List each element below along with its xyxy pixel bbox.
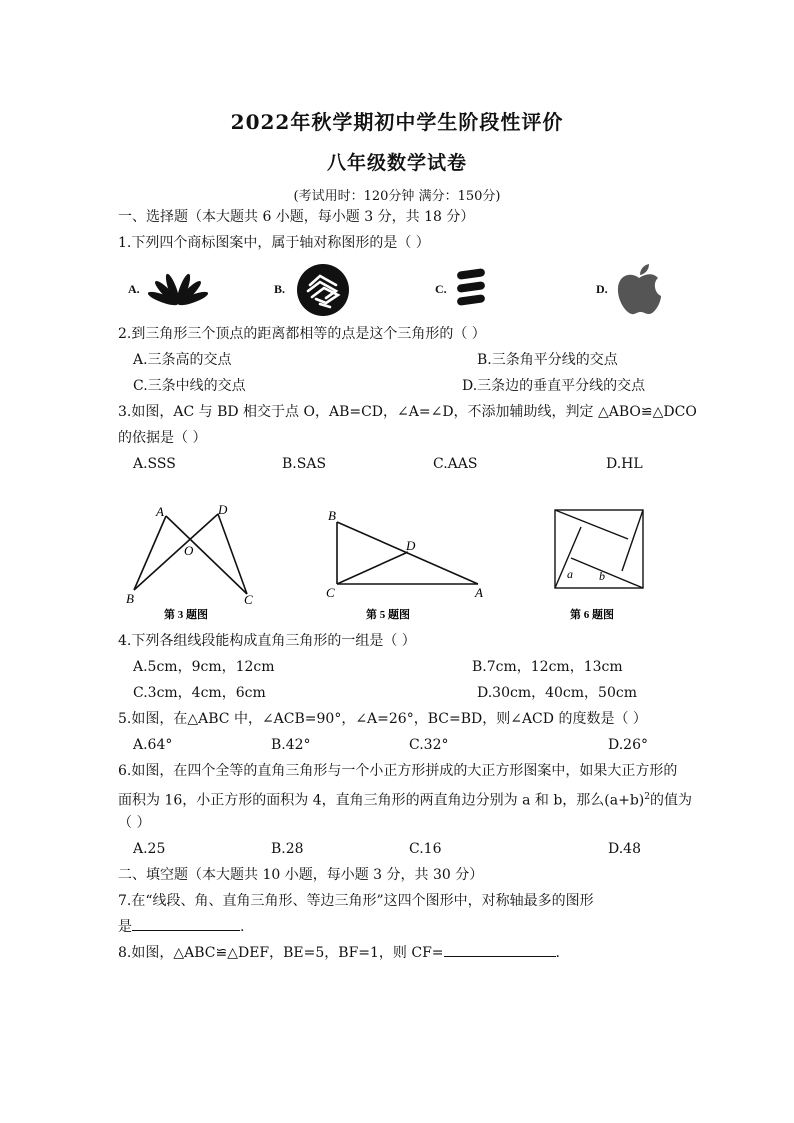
q5-option-c: C.32° bbox=[409, 737, 449, 753]
fig5-label-b: B bbox=[328, 508, 336, 523]
q5-stem: 5.如图，在△ABC 中，∠ACB=90°，∠A=26°，BC=BD，则∠ACD 的度数是（ ） bbox=[118, 711, 647, 727]
q6-exponent: 2 bbox=[644, 792, 650, 802]
q6-stem-line3: （ ） bbox=[118, 815, 151, 831]
q3-option-a: A.SSS bbox=[133, 456, 176, 472]
q6-option-d: D.48 bbox=[608, 841, 641, 857]
fig5-label-a: A bbox=[475, 585, 483, 600]
figure-q5 bbox=[320, 500, 495, 625]
fig5-label-c: C bbox=[326, 585, 335, 600]
q7-stem-line2: 是 . bbox=[118, 919, 245, 935]
q3-option-c: C.AAS bbox=[433, 456, 478, 472]
q6-stem-line2-text: 面积为 16，小正方形的面积为 4，直角三角形的两直角边分别为 a 和 b，那么(a+b) bbox=[118, 792, 645, 809]
q2-option-a: A.三条高的交点 bbox=[133, 352, 232, 368]
q3-stem-line2: 的依据是（ ） bbox=[118, 430, 207, 446]
q1-option-b-label: B. bbox=[274, 282, 286, 296]
q4-option-c: C.3cm，4cm，6cm bbox=[133, 685, 266, 701]
fig3-label-a: A bbox=[156, 504, 164, 519]
fig3-caption: 第 3 题图 bbox=[164, 609, 208, 621]
q1-stem: 1.下列四个商标图案中，属于轴对称图形的是（ ） bbox=[118, 235, 430, 251]
q6-stem-line2-tail: 的值为 bbox=[649, 792, 692, 809]
q2-option-c: C.三条中线的交点 bbox=[133, 378, 246, 394]
figure-q5-lines bbox=[337, 522, 478, 584]
fig6-caption: 第 6 题图 bbox=[570, 609, 614, 621]
section1-heading: 一、选择题（本大题共 6 小题，每小题 3 分，共 18 分） bbox=[118, 209, 475, 225]
q4-stem: 4.下列各组线段能构成直角三角形的一组是（ ） bbox=[118, 633, 416, 649]
china-mobile-logo-icon bbox=[296, 263, 350, 317]
q6-stem-line1: 6.如图，在四个全等的直角三角形与一个小正方形拼成的大正方形图案中，如果大正方形的 bbox=[118, 763, 678, 779]
q7-stem-line2-text: 是 bbox=[118, 919, 132, 935]
q6-option-b: B.28 bbox=[271, 841, 304, 857]
q5-option-a: A.64° bbox=[133, 737, 173, 753]
fig5-caption: 第 5 题图 bbox=[366, 609, 410, 621]
figure-q3 bbox=[120, 500, 270, 625]
exam-meta: (考试用时：120分钟 满分：150分) bbox=[293, 189, 501, 204]
q7-answer-blank[interactable] bbox=[132, 918, 240, 931]
q8-stem-text: 8.如图，△ABC≌△DEF，BE=5，BF=1，则 CF= bbox=[118, 945, 444, 961]
q2-stem: 2.到三角形三个顶点的距离都相等的点是这个三角形的（ ） bbox=[118, 326, 486, 342]
q6-option-c: C.16 bbox=[409, 841, 442, 857]
figure-q6 bbox=[545, 500, 655, 625]
q4-option-a: A.5cm，9cm，12cm bbox=[133, 659, 275, 675]
q1-option-c-label: C. bbox=[435, 282, 447, 296]
fig3-label-o: O bbox=[184, 543, 194, 558]
q6-stem-line2 bbox=[118, 788, 692, 810]
q4-option-b: B.7cm，12cm，13cm bbox=[472, 659, 623, 675]
fig3-label-c: C bbox=[244, 592, 253, 607]
exam-subtitle: 八年级数学试卷 bbox=[326, 152, 467, 174]
q8-stem-line: 8.如图，△ABC≌△DEF，BE=5，BF=1，则 CF= . bbox=[118, 945, 560, 961]
section2-heading: 二、填空题（本大题共 10 小题，每小题 3 分，共 30 分） bbox=[118, 867, 484, 883]
q3-option-d: D.HL bbox=[606, 456, 643, 472]
huawei-logo-icon bbox=[148, 270, 208, 310]
q2-option-d: D.三条边的垂直平分线的交点 bbox=[462, 378, 646, 394]
fig6-label-b: b bbox=[599, 569, 605, 583]
q8-answer-blank[interactable] bbox=[444, 944, 556, 957]
fig3-label-b: B bbox=[126, 591, 134, 606]
q3-stem-line1: 3.如图，AC 与 BD 相交于点 O，AB=CD，∠A=∠D，不添加辅助线，判定 △ABO≌△DCO bbox=[118, 404, 697, 420]
fig5-label-d: D bbox=[406, 538, 416, 553]
exam-title: 2022年秋学期初中学生阶段性评价 bbox=[230, 110, 564, 134]
q6-option-a: A.25 bbox=[133, 841, 166, 857]
q1-option-a-label: A. bbox=[128, 282, 140, 296]
q2-option-b: B.三条角平分线的交点 bbox=[477, 352, 618, 368]
stacked-bars-logo-icon bbox=[455, 268, 489, 314]
q5-option-b: B.42° bbox=[271, 737, 311, 753]
q7-stem-line1: 7.在“线段、角、直角三角形、等边三角形”这四个图形中，对称轴最多的图形 bbox=[118, 893, 594, 909]
q1-option-d-label: D. bbox=[596, 282, 608, 296]
q5-option-d: D.26° bbox=[608, 737, 648, 753]
q4-option-d: D.30cm，40cm，50cm bbox=[477, 685, 637, 701]
q3-option-b: B.SAS bbox=[282, 456, 327, 472]
apple-logo-icon bbox=[614, 262, 664, 318]
fig6-label-a: a bbox=[567, 567, 573, 581]
fig3-label-d: D bbox=[218, 502, 228, 517]
